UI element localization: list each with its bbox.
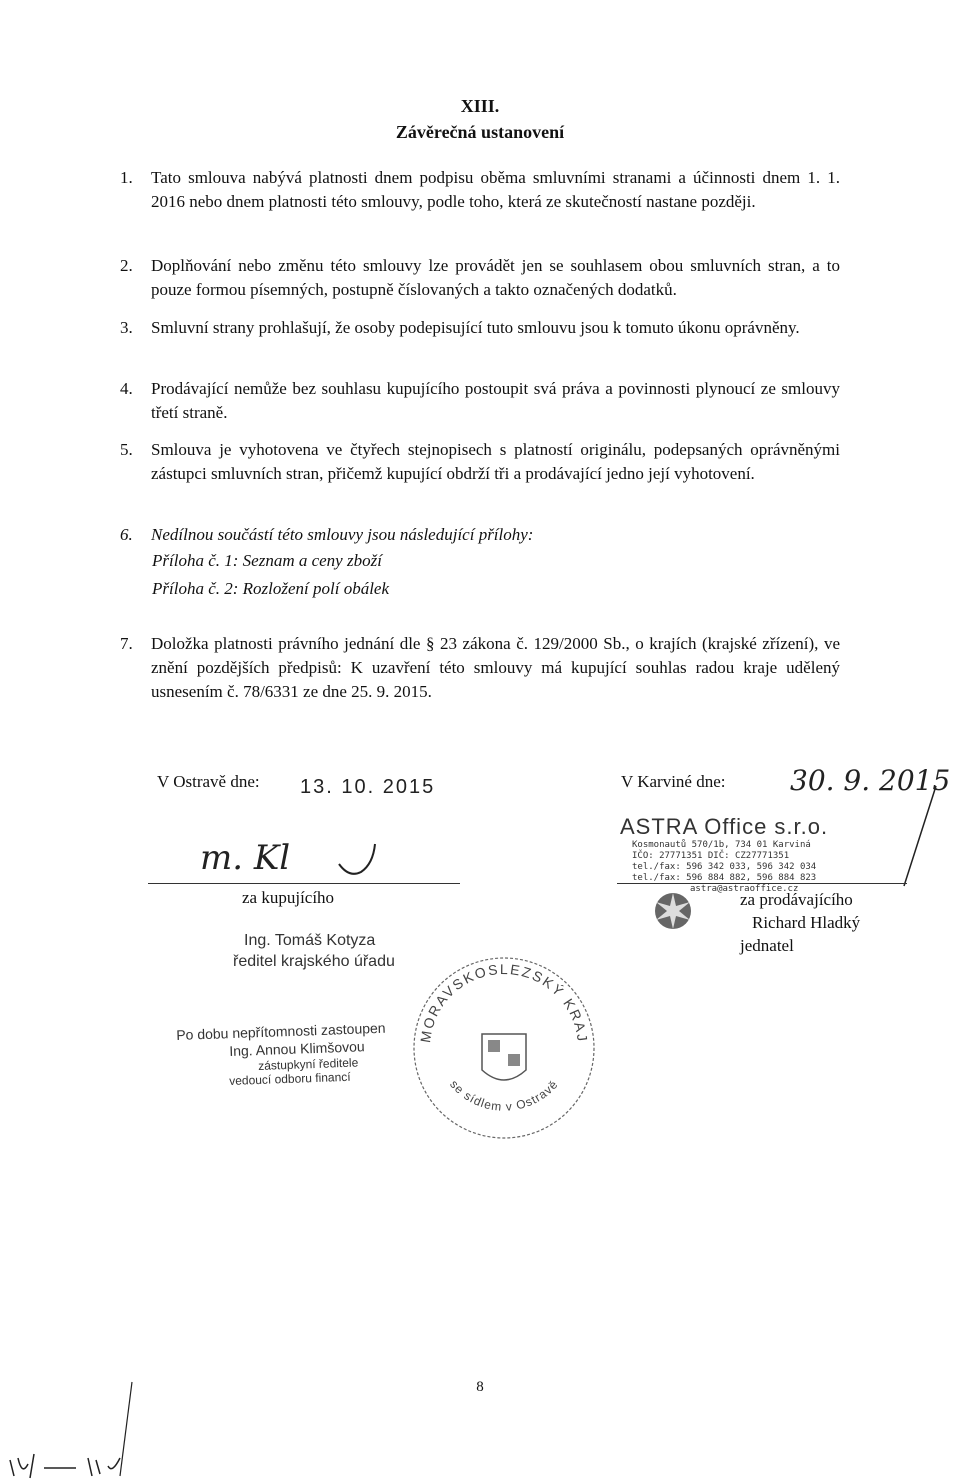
- clause-text: Tato smlouva nabývá platnosti dnem podpisu oběma smluvními stranami a účinnosti dnem 1. 1. 2016 nebo dnem platnosti této smlouvy, podle toho, která ze skutečností nastane později.: [151, 168, 840, 211]
- company-logo-icon: [650, 888, 696, 934]
- seller-position: jednatel: [740, 936, 794, 955]
- buyer-signature: m. Kl: [200, 838, 291, 878]
- margin-initials: [0, 1380, 160, 1480]
- clause-5: [120, 438, 840, 486]
- seller-role: za prodávajícího: [740, 890, 853, 909]
- page-number: 8: [476, 1379, 484, 1395]
- clause-number: 1.: [120, 168, 133, 187]
- buyer-date-stamp: 13. 10. 2015: [300, 776, 436, 798]
- clause-number: 7.: [120, 634, 133, 653]
- clause-number: 6.: [120, 525, 133, 544]
- deputy-note-line2: Ing. Annou Klimšovou: [229, 1038, 365, 1059]
- buyer-role: za kupujícího: [242, 888, 335, 907]
- company-stamp-line2: IČO: 27771351 DIČ: CZ27771351: [632, 851, 790, 861]
- clause-text: Smluvní strany prohlašují, že osoby podepisující tuto smlouvu jsou k tomuto úkonu oprávněny.: [151, 318, 800, 337]
- company-stamp-line3: tel./fax: 596 342 033, 596 342 034: [632, 862, 817, 872]
- clause-number: 2.: [120, 256, 133, 275]
- seal-top-text: MORAVSKOSLEZSKÝ KRAJ: [416, 960, 591, 1044]
- seller-pen-stroke: [900, 782, 940, 892]
- clause-1: [120, 166, 840, 214]
- clause-6: [120, 523, 840, 547]
- clause-text: Prodávající nemůže bez souhlasu kupujícího postoupit svá práva a povinnosti plynoucí ze smlouvy třetí straně.: [151, 379, 840, 422]
- clause-7: [120, 632, 840, 704]
- regional-seal: [408, 952, 600, 1144]
- buyer-signature-stroke: [335, 842, 385, 882]
- clause-number: 5.: [120, 440, 133, 459]
- company-stamp-line4: tel./fax: 596 884 882, 596 884 823: [632, 873, 817, 883]
- buyer-signature-line: [148, 883, 460, 884]
- clause-text: Doložka platnosti právního jednání dle § 23 zákona č. 129/2000 Sb., o krajích (krajské zřízení), ve znění pozdějších předpisů: K uzavření této smlouvy má kupující souhlas radou kraje udělený usnesením č. 78/6331 ze dne 25. 9. 2015.: [151, 634, 840, 701]
- seller-name: Richard Hladký: [752, 913, 861, 932]
- clause-text: Doplňování nebo změnu této smlouvy lze provádět jen se souhlasem obou smluvních stran, a to pouze formou písemných, postupně číslovaných a takto označených dodatků.: [151, 256, 840, 299]
- buyer-position: ředitel krajského úřadu: [233, 953, 395, 970]
- deputy-note-line1: Po dobu nepřítomnosti zastoupen: [176, 1019, 386, 1043]
- clause-number: 4.: [120, 379, 133, 398]
- seller-place-label: V Karviné dne:: [621, 772, 726, 791]
- attachment-1: Příloha č. 1: Seznam a ceny zboží: [152, 551, 382, 570]
- buyer-name: Ing. Tomáš Kotyza: [244, 932, 376, 949]
- coat-of-arms-icon: [482, 1034, 526, 1080]
- company-stamp-line1: Kosmonautů 570/1b, 734 01 Karviná: [632, 840, 811, 850]
- company-stamp-line5: astra@astraoffice.cz: [690, 884, 799, 894]
- section-title: Závěrečná ustanovení: [395, 122, 565, 142]
- deputy-note-line4: vedoucí odboru financí: [229, 1069, 351, 1088]
- clause-2: [120, 254, 840, 302]
- attachment-2: Příloha č. 2: Rozložení polí obálek: [152, 579, 390, 598]
- seal-bottom-text: se sídlem v Ostravě: [447, 1077, 561, 1114]
- seller-signature-line: [617, 883, 907, 884]
- clause-number: 3.: [120, 318, 133, 337]
- clause-text: Nedílnou součástí této smlouvy jsou následující přílohy:: [151, 525, 534, 544]
- buyer-place-label: V Ostravě dne:: [157, 772, 260, 791]
- clause-4: [120, 377, 840, 425]
- company-stamp-name: ASTRA Office s.r.o.: [620, 814, 829, 839]
- deputy-note-line3: zástupkyní ředitele: [258, 1055, 359, 1073]
- section-number: XIII.: [460, 96, 500, 116]
- seller-date-handwritten: 30. 9. 2015: [790, 764, 951, 797]
- clause-text: Smlouva je vyhotovena ve čtyřech stejnopisech s platností originálu, podepsaných oprávněnými zástupci smluvních stran, přičemž kupující obdrží tři a prodávající jedno její vyhotovení.: [151, 440, 840, 483]
- clause-3: [120, 316, 840, 340]
